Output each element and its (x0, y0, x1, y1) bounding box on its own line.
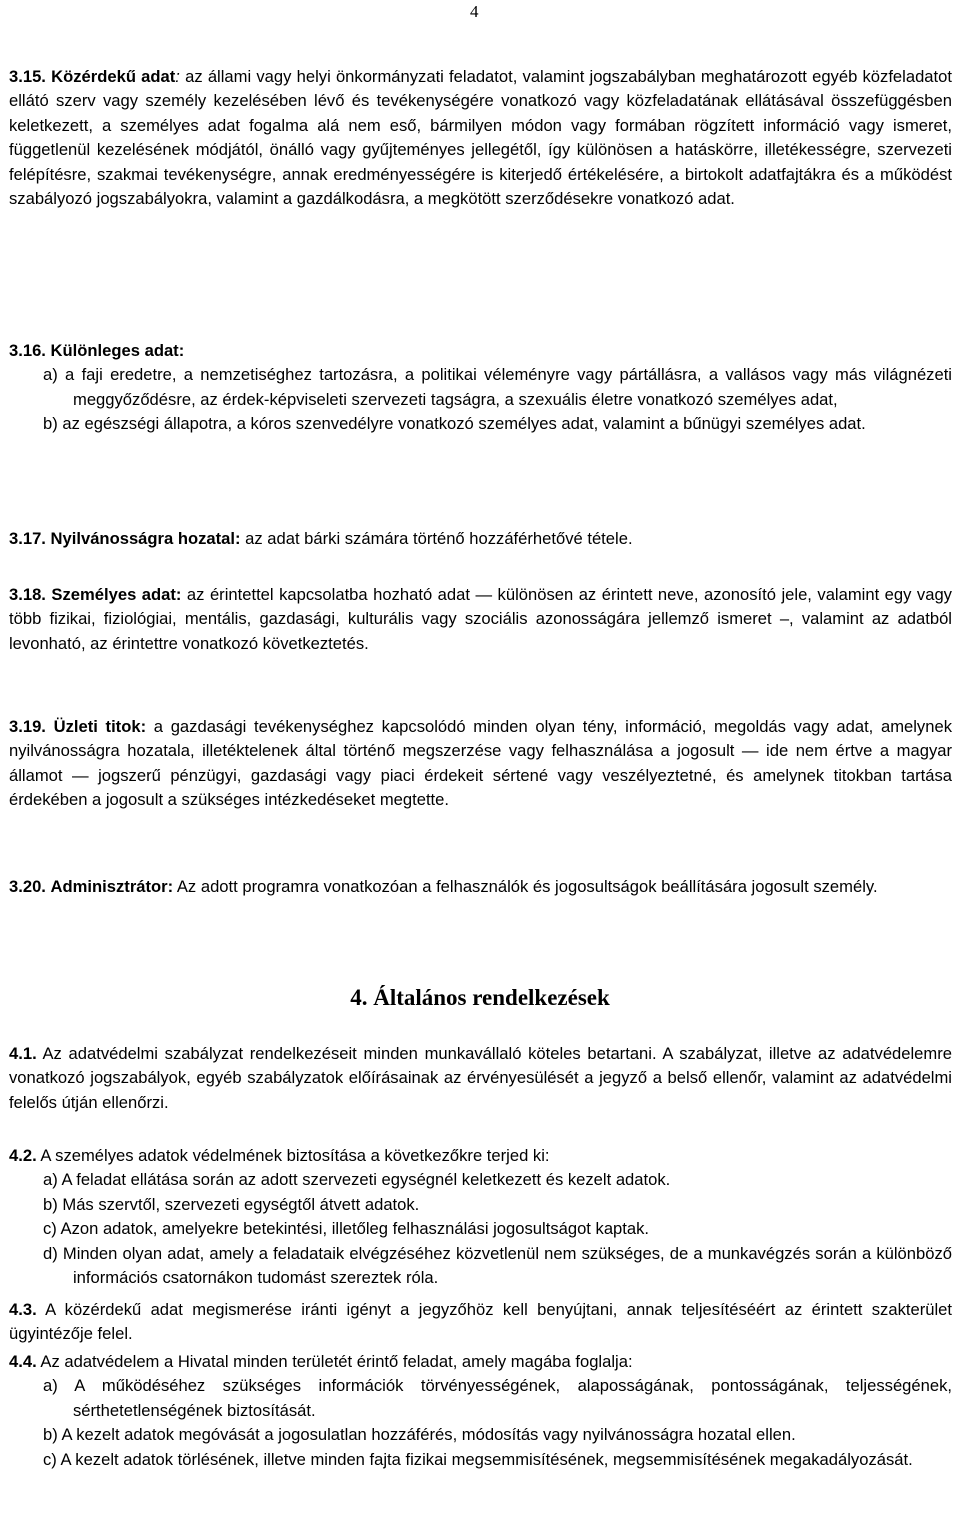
chapter-heading: 4. Általános rendelkezések (350, 985, 610, 1010)
definition-text: Az adott programra vonatkozóan a felhasználók és jogosultságok beállítására jogosult személy. (173, 877, 878, 896)
item-b: b) A kezelt adatok megóvását a jogosulatlan hozzáférés, módosítás vagy nyilvánosságra hozatal ellen. (43, 1425, 796, 1445)
section-4-2 (9, 1144, 952, 1290)
item-b: b) az egészségi állapotra, a kóros szenvedélyre vonatkozó személyes adat, valamint a bűnügyi személyes adat. (43, 414, 866, 434)
colon: : (175, 67, 180, 86)
section-number: 3.15. (9, 67, 46, 86)
term: Nyilvánosságra hozatal: (50, 529, 241, 548)
section-number: 4.3. (9, 1300, 37, 1319)
section-4-1 (9, 1042, 952, 1115)
section-number: 3.18. (9, 585, 46, 604)
term: Különleges adat: (50, 341, 185, 360)
section-4-3 (9, 1298, 952, 1347)
term: Közérdekű adat (51, 67, 176, 86)
term: Adminisztrátor: (50, 877, 174, 896)
section-number: 3.20. (9, 877, 46, 896)
item-a: a) a faji eredetre, a nemzetiséghez tartozásra, a politikai véleményre vagy pártállásra, a vallásos vagy más világnézeti meggyőződésre, az érdek-képviseleti szervezeti tagságra, a szexuális életre vonatkozó személyes adat, (43, 365, 952, 409)
section-number: 4.1. (9, 1044, 37, 1063)
term: Személyes adat: (51, 585, 182, 604)
item-a: a) A működéséhez szükséges információk törvényességének, alaposságának, pontosságának, teljességének, sérthetetlenségének biztosítását. (43, 1376, 952, 1420)
section-3-16 (9, 339, 952, 437)
definition-text: az adat bárki számára történő hozzáférhetővé tétele. (240, 529, 633, 548)
definition-text: az érintettel kapcsolatba hozható adat — különösen az érintett neve, azonosító jele, valamint egy vagy több fizikai, fiziológiai, mentális, gazdasági, kulturális vagy szociális azonosságára jellemző ismeret –, valamint az adatból levonható, az érintettre vonatkozó következtetés. (9, 585, 952, 653)
section-number: 3.16. (9, 341, 46, 360)
item-a: a) A feladat ellátása során az adott szervezeti egységnél keletkezett és kezelt adatok. (43, 1170, 671, 1190)
section-number: 4.4. (9, 1352, 37, 1371)
definition-text: az állami vagy helyi önkormányzati feladatot, valamint jogszabályban meghatározott egyéb közfeladatot ellátó szerv vagy személy kezelésében lévő és tevékenységére vonatkozó vagy közfeladatának ellátásával összefüggésben keletkezett, a személyes adat fogalma alá nem eső, bármilyen módon vagy formában rögzített információ vagy ismeret, függetlenül kezelésének módjától, önálló vagy gyűjteményes jellegétől, így különösen a hatáskörre, illetékességre, szervezeti felépítésre, szakmai tevékenységre, annak eredményességére is kiterjedő értékelésére, a birtokolt adatfajtákra és a működést szabályozó jogszabályokra, valamint a gazdálkodásra, a megkötött szerződésekre vonatkozó adat. (9, 67, 952, 209)
term: Üzleti titok: (53, 717, 147, 736)
section-3-15 (9, 65, 952, 211)
section-text: A személyes adatok védelmének biztosítása a következőkre terjed ki: (36, 1146, 550, 1165)
item-d: d) Minden olyan adat, amely a feladataik elvégzéséhez közvetlenül nem szükséges, de a munkavégzés során a különböző információs csatornákon tudomást szereztek róla. (43, 1243, 952, 1288)
item-b: b) Más szervtől, szervezeti egységtől átvett adatok. (43, 1194, 420, 1214)
section-number: 4.2. (9, 1146, 37, 1165)
section-3-20 (9, 875, 952, 899)
item-c: c) A kezelt adatok törlésének, illetve minden fajta fizikai megsemmisítésének, megsemmisítésének megakadályozását. (43, 1449, 913, 1469)
section-3-17 (9, 527, 952, 551)
section-text: A közérdekű adat megismerése iránti igényt a jegyzőhöz kell benyújtani, annak teljesítéséért az érintett szakterület ügyintézője felel. (9, 1300, 952, 1344)
section-text: Az adatvédelem a Hivatal minden területét érintő feladat, amely magába foglalja: (36, 1352, 633, 1371)
section-number: 3.19. (9, 717, 46, 736)
section-4-4 (9, 1350, 952, 1472)
page-number: 4 (470, 2, 479, 21)
section-3-18 (9, 583, 952, 656)
definition-text: a gazdasági tevékenységhez kapcsolódó minden olyan tény, információ, megoldás vagy adat, amelynek nyilvánosságra hozatala, illetéktelenek által történő megszerzése vagy felhasználása a jogosult — ide nem értve a magyar államot — jogszerű pénzügyi, gazdasági vagy piaci érdekeit sértené vagy veszélyeztetné, és amelynek titokban tartása érdekében a jogosult a szükséges intézkedéseket megtette. (9, 717, 952, 810)
item-c: c) Azon adatok, amelyekre betekintési, illetőleg felhasználási jogosultságot kaptak. (43, 1219, 650, 1239)
section-number: 3.17. (9, 529, 46, 548)
section-text: Az adatvédelmi szabályzat rendelkezéseit minden munkavállaló köteles betartani. A szabályzat, illetve az adatvédelemre vonatkozó jogszabályok, egyéb szabályzatok előírásainak az érvényesülését a jegyző a belső ellenőr, valamint az adatvédelmi felelős útján ellenőrzi. (9, 1044, 952, 1112)
section-3-19 (9, 715, 952, 813)
